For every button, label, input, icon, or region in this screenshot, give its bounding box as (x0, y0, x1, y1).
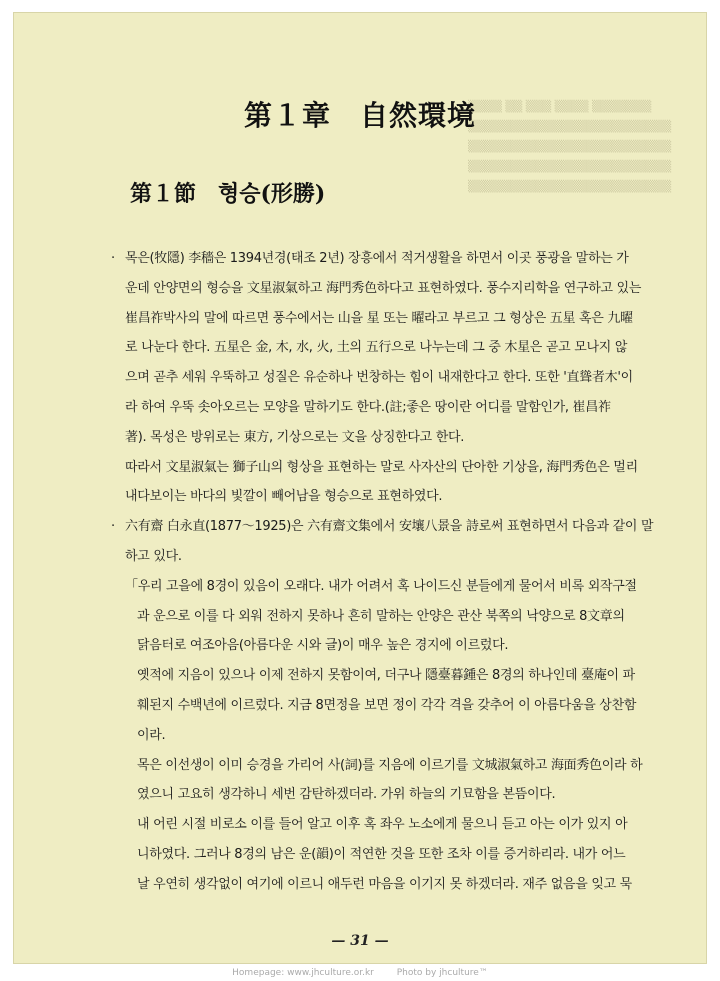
text-line (125, 482, 665, 512)
text-line (111, 244, 665, 274)
text-line (111, 512, 665, 542)
text-line-content: 닭음터로 여조아음(아름다운 시와 글)이 매우 높은 경지에 이르렀다. (137, 638, 509, 654)
text-line (125, 661, 665, 691)
text-line (125, 602, 665, 632)
text-line (125, 691, 665, 721)
text-line-content: 목은(牧隱) 李穡은 1394년경(태조 2년) 장흥에서 적거생활을 하면서 이곳 풍광을 말하는 가 (125, 251, 629, 266)
footer-photo-credit: Photo by jhculture™ (396, 968, 488, 978)
text-line-content: 著). 목성은 방위로는 東方, 기상으로는 文을 상징한다고 한다. (125, 429, 465, 445)
text-line (125, 304, 665, 334)
text-line-content: 崔昌祚박사의 말에 따르면 풍수에서는 山을 星 또는 曜라고 부르고 그 형상은 五星 혹은 九曜 (125, 310, 633, 326)
body-text (111, 244, 665, 900)
text-line-content: 이라. (137, 727, 166, 743)
section-title: 第１節 형승(形勝) (130, 181, 326, 207)
text-line-content: 내 어린 시절 비로소 이를 들어 알고 이후 혹 좌우 노소에게 물으니 듣고 아는 이가 있지 아 (137, 817, 628, 833)
footer-homepage: Homepage: www.jhculture.or.kr (232, 968, 374, 978)
text-line (125, 423, 665, 453)
text-line-content: 하고 있다. (125, 548, 182, 564)
text-line-content: 였으니 고요히 생각하니 세번 감탄하겠더라. 가위 하늘의 기묘함을 본뜸이다. (137, 787, 556, 803)
text-line (125, 542, 665, 572)
page-number: — 31 — (331, 933, 389, 949)
document-page (13, 12, 707, 964)
text-line-content: 「우리 고을에 8경이 있음이 오래다. 내가 어려서 혹 나이드신 분들에게 물어서 비록 외작구절 (125, 578, 637, 594)
text-line-content: 니하였다. 그러나 8경의 남은 운(韻)이 적연한 것을 또한 조차 이를 증거하리라. 내가 어느 (137, 846, 626, 862)
text-line (125, 751, 665, 781)
text-line-content: 로 나눈다 한다. 五星은 金, 木, 水, 火, 土의 五行으로 나누는데 그 중 木星은 곧고 모나지 않 (125, 340, 628, 356)
text-line-content: 라 하여 우뚝 솟아오르는 모양을 말하기도 한다.(註;좋은 땅이란 어디를 말함인가, 崔昌祚 (125, 399, 611, 415)
bleed-through-text: ▒▒▒▒ ▒▒ ▒▒▒ ▒▒▒▒ ▒▒▒▒▒▒▒ ▒▒▒▒▒▒▒▒▒▒▒▒▒▒▒▒▒▒▒▒▒▒▒▒ ▒▒▒▒▒▒▒▒▒▒▒▒▒▒▒▒▒▒▒▒▒▒▒▒ ▒▒▒▒▒▒▒▒▒▒▒▒▒▒▒▒▒▒▒▒▒▒▒▒ ▒▒▒▒▒▒▒▒▒▒▒▒▒▒▒▒▒▒▒▒▒▒▒▒ (468, 100, 672, 193)
footer-credit (0, 968, 720, 978)
text-line-content: 훼된지 수백년에 이르렀다. 지금 8면정을 보면 정이 각각 격을 갖추어 이 아름다움을 상찬함 (137, 697, 637, 713)
text-line (125, 274, 665, 304)
text-line (125, 363, 665, 393)
text-line (125, 810, 665, 840)
text-line-content: 내다보이는 바다의 빛깔이 빼어남을 형승으로 표현하였다. (125, 489, 443, 505)
text-line-content: 날 우연히 생각없이 여기에 이르니 애두런 마음을 이기지 못 하겠더라. 재주 없음을 잊고 묵 (137, 876, 632, 892)
text-line-content: 따라서 文星淑氣는 獅子山의 형상을 표현하는 말로 사자산의 단아한 기상을, 海門秀色은 멀리 (125, 459, 638, 475)
text-line (125, 333, 665, 363)
text-line (125, 572, 665, 602)
text-line (125, 393, 665, 423)
text-line-content: 으며 곧추 세워 우뚝하고 성질은 유순하나 번창하는 힘이 내재한다고 한다. 또한 '直聳者木'이 (125, 370, 633, 386)
text-line (125, 631, 665, 661)
text-line-content: 옛적에 지음이 있으나 이제 전하지 못함이여, 더구나 隱臺暮鍾은 8경의 하나인데 臺庵이 파 (137, 668, 635, 684)
text-line (125, 721, 665, 751)
text-line (125, 453, 665, 483)
chapter-title: 第１章 自然環境 (243, 99, 476, 132)
text-line-content: 목은 이선생이 이미 승경을 가리어 사(詞)를 지음에 이르기를 文城淑氣하고 海面秀色이라 하 (137, 757, 643, 773)
text-line (125, 870, 665, 900)
text-line-content: 과 운으로 이를 다 외워 전하지 못하나 흔히 말하는 안양은 관산 북쪽의 낙양으로 8文章의 (137, 608, 625, 624)
bullet-marker: · (111, 519, 115, 535)
text-line-content: 六有齋 白永直(1877～1925)은 六有齋文集에서 安壤八景을 詩로써 표현하면서 다음과 같이 말 (125, 519, 654, 535)
text-line (125, 780, 665, 810)
text-line-content: 운데 안양면의 형승을 文星淑氣하고 海門秀色하다고 표현하였다. 풍수지리학을 연구하고 있는 (125, 280, 642, 296)
text-line (125, 840, 665, 870)
bullet-marker: · (111, 251, 115, 266)
